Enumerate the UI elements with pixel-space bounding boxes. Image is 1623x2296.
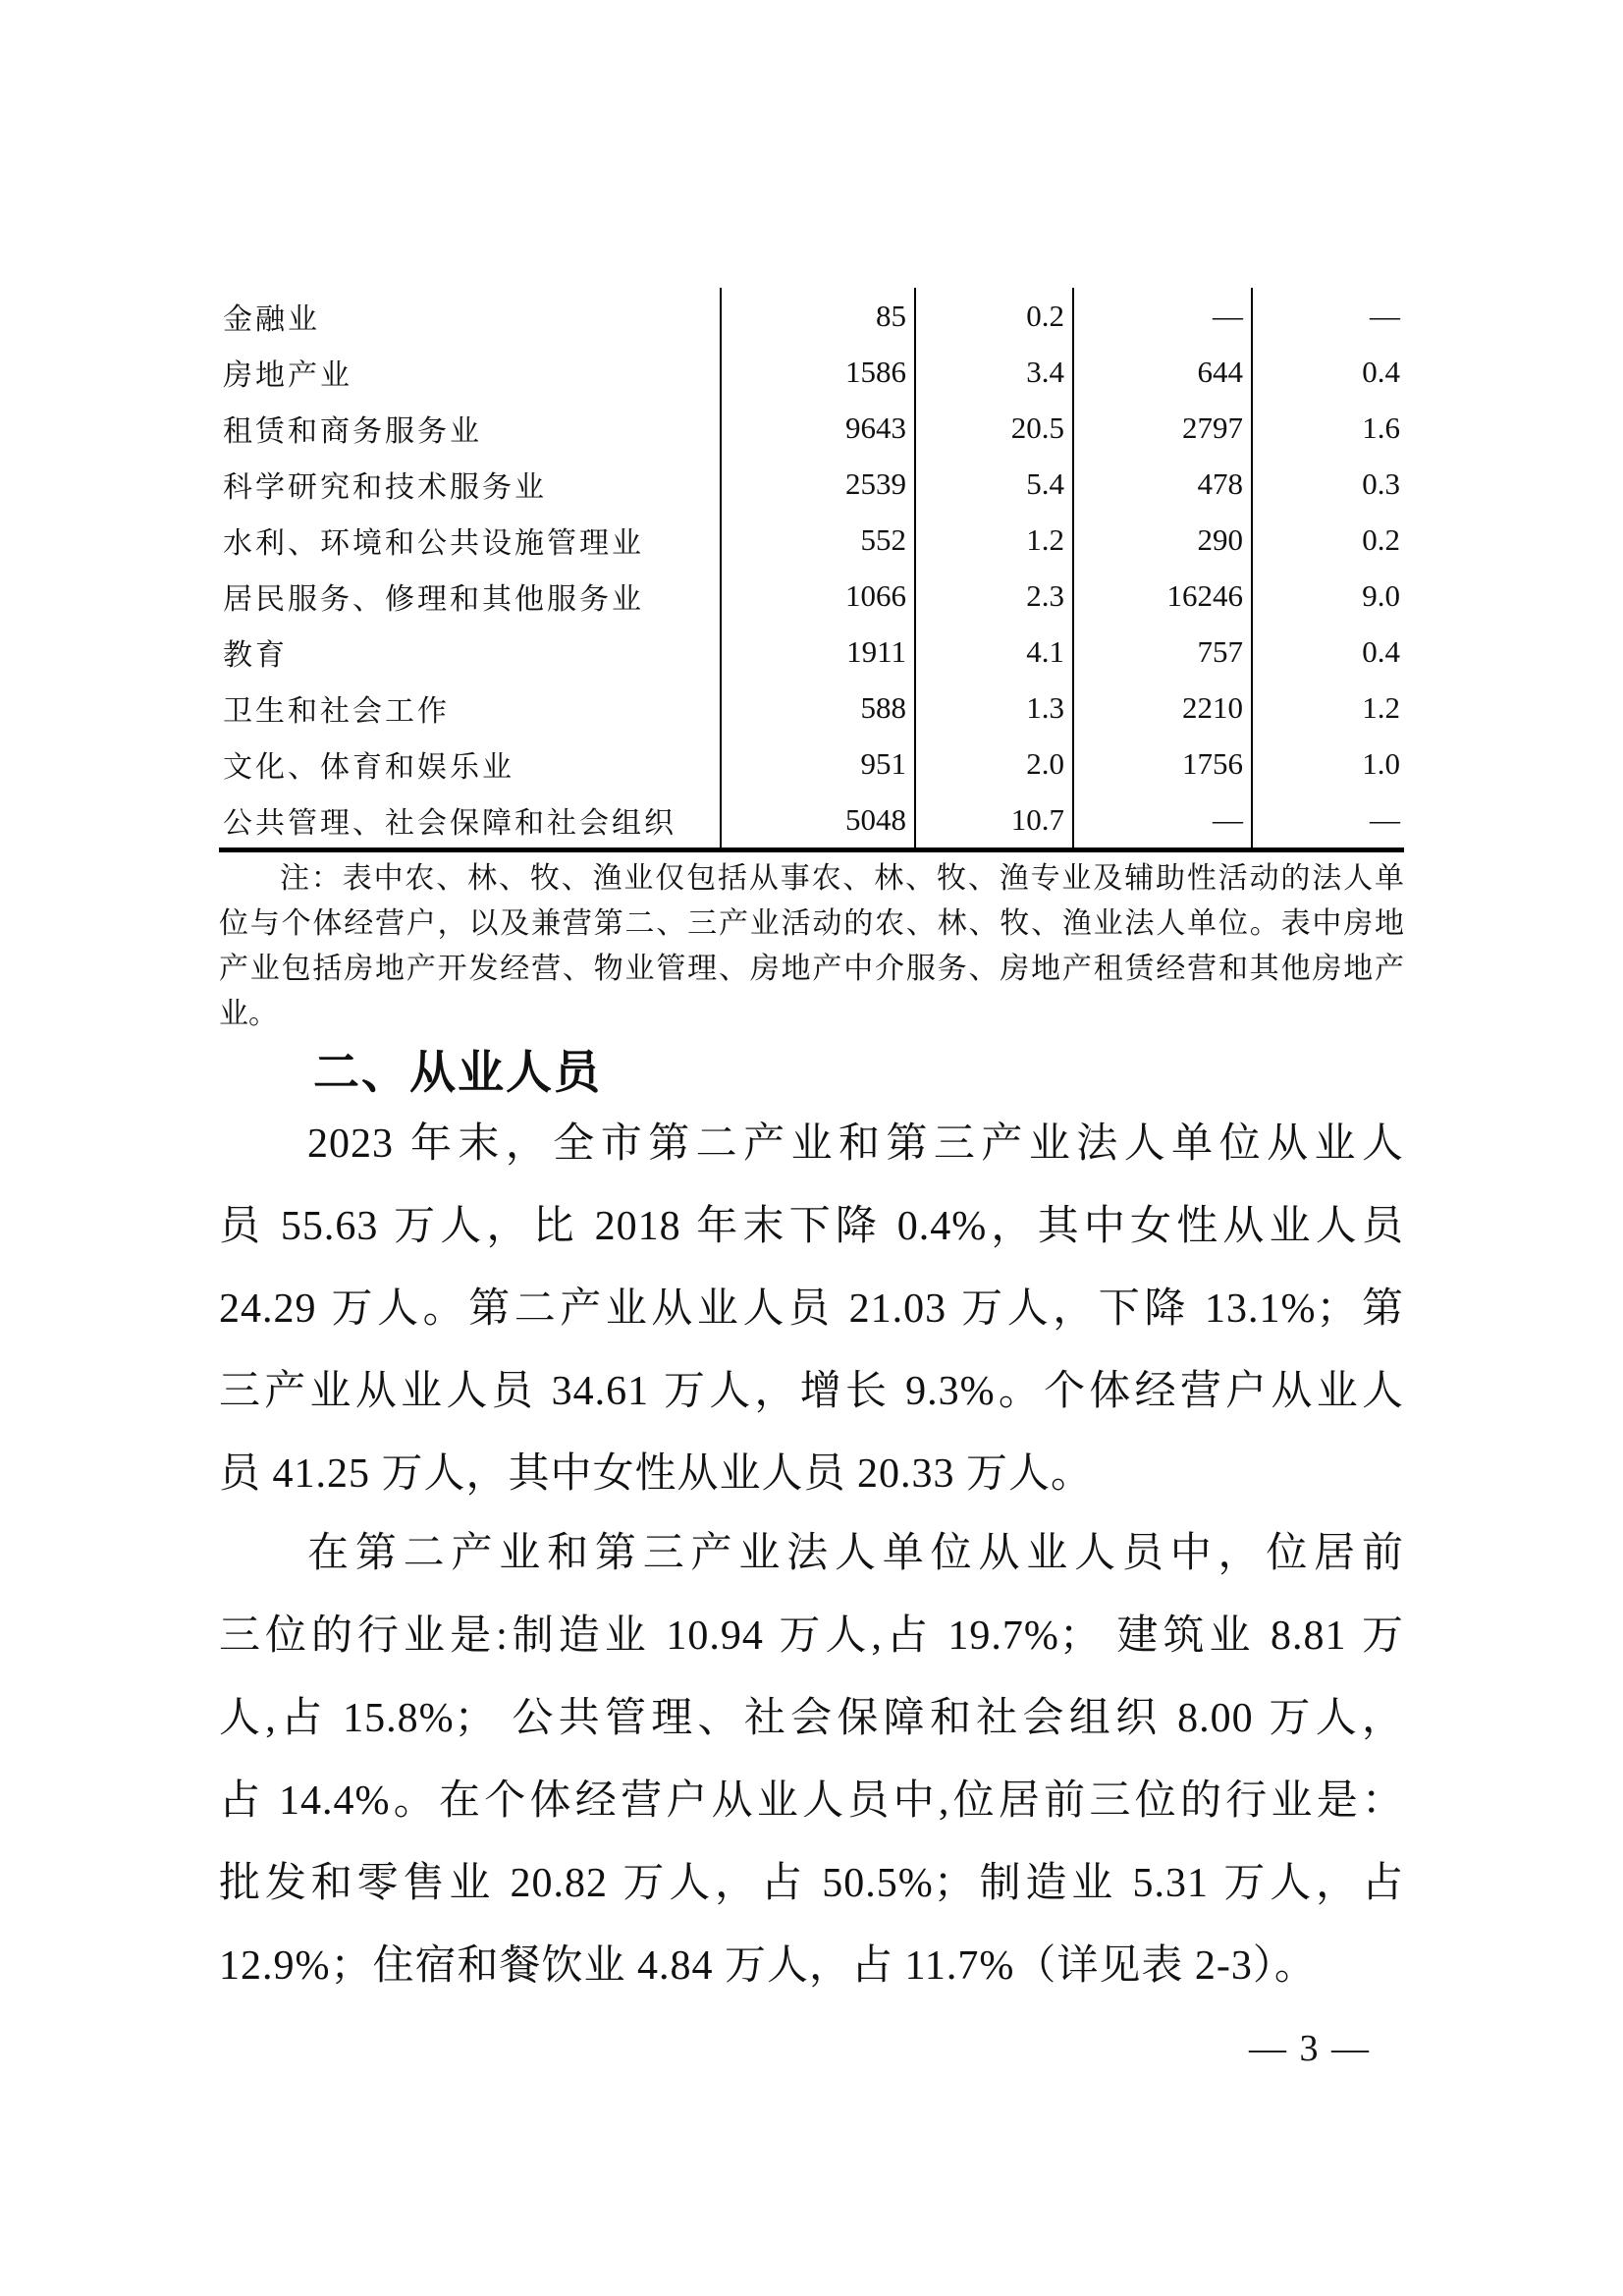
paragraph-line: 占 14.4%。在个体经营户从业人员中,位居前三位的行业是：: [219, 1778, 1404, 1824]
paragraph-line: 在第二产业和第三产业法人单位从业人员中，位居前: [307, 1531, 1404, 1576]
cell-value: —: [1072, 288, 1251, 344]
cell-value: 0.4: [1251, 624, 1404, 680]
row-label: 水利、环境和公共设施管理业: [223, 526, 644, 560]
table-row: [219, 680, 1404, 736]
note-line: 注：表中农、林、牧、渔业仅包括从事农、林、牧、渔专业及辅助性活动的法人单: [280, 862, 1404, 895]
row-label: 卫生和社会工作: [223, 694, 450, 728]
cell-value: 951: [720, 736, 914, 792]
cell-value: 5.4: [914, 456, 1072, 512]
table-row: [219, 624, 1404, 680]
paragraph-line: 三产业从业人员 34.61 万人，增长 9.3%。个体经营户从业人: [219, 1369, 1404, 1414]
cell-value: 1.6: [1251, 400, 1404, 456]
cell-value: 644: [1072, 344, 1251, 400]
cell-value: 9.0: [1251, 568, 1404, 624]
section-heading: 二、从业人员: [313, 1046, 602, 1098]
row-label: 教育: [223, 638, 288, 672]
table-row: [219, 288, 1404, 344]
cell-value: 0.3: [1251, 456, 1404, 512]
cell-value: 1.3: [914, 680, 1072, 736]
cell-value: 1.2: [914, 512, 1072, 568]
body-paragraph: [219, 1512, 1404, 2007]
table-row: [219, 456, 1404, 512]
cell-value: 5048: [720, 792, 914, 847]
note-line: 产业包括房地产开发经营、物业管理、房地产中介服务、房地产租赁经营和其他房地产: [219, 953, 1404, 985]
row-label: 公共管理、社会保障和社会组织: [223, 806, 676, 840]
cell-value: 0.4: [1251, 344, 1404, 400]
paragraph-line: 批发和零售业 20.82 万人，占 50.5%；制造业 5.31 万人，占: [219, 1861, 1404, 1906]
cell-value: 16246: [1072, 568, 1251, 624]
note-line: 业。: [219, 998, 278, 1030]
row-label: 租赁和商务服务业: [223, 414, 482, 448]
paragraph-line: 12.9%；住宿和餐饮业 4.84 万人，占 11.7%（详见表 2-3）。: [219, 1943, 1317, 1989]
paragraph-line: 员 55.63 万人，比 2018 年末下降 0.4%，其中女性从业人员: [219, 1204, 1404, 1249]
paragraph-line: 三位的行业是:制造业 10.94 万人,占 19.7%； 建筑业 8.81 万: [219, 1613, 1404, 1659]
cell-value: 2.0: [914, 736, 1072, 792]
cell-value: 1.0: [1251, 736, 1404, 792]
cell-value: 1586: [720, 344, 914, 400]
cell-value: 2.3: [914, 568, 1072, 624]
cell-value: —: [1072, 792, 1251, 847]
cell-value: 2539: [720, 456, 914, 512]
row-label: 房地产业: [223, 358, 352, 392]
industry-table: [219, 288, 1404, 852]
table-note: [219, 856, 1404, 1037]
cell-value: 3.4: [914, 344, 1072, 400]
note-line: 位与个体经营户，以及兼营第二、三产业活动的农、林、牧、渔业法人单位。表中房地: [219, 907, 1404, 940]
cell-value: 4.1: [914, 624, 1072, 680]
paragraph-line: 2023 年末，全市第二产业和第三产业法人单位从业人: [307, 1121, 1404, 1167]
cell-value: 1066: [720, 568, 914, 624]
cell-value: 20.5: [914, 400, 1072, 456]
row-label: 科学研究和技术服务业: [223, 470, 547, 504]
table-row: [219, 400, 1404, 456]
cell-value: 10.7: [914, 792, 1072, 847]
cell-value: 9643: [720, 400, 914, 456]
paragraph-line: 24.29 万人。第二产业从业人员 21.03 万人，下降 13.1%；第: [219, 1286, 1404, 1332]
cell-value: 2210: [1072, 680, 1251, 736]
row-label: 居民服务、修理和其他服务业: [223, 582, 644, 616]
cell-value: 290: [1072, 512, 1251, 568]
paragraph-line: 员 41.25 万人，其中女性从业人员 20.33 万人。: [219, 1451, 1094, 1497]
cell-value: —: [1251, 792, 1404, 847]
cell-value: 478: [1072, 456, 1251, 512]
table-row: [219, 736, 1404, 792]
row-label: 金融业: [223, 302, 320, 336]
cell-value: 588: [720, 680, 914, 736]
cell-value: —: [1251, 288, 1404, 344]
cell-value: 85: [720, 288, 914, 344]
cell-value: 757: [1072, 624, 1251, 680]
cell-value: 0.2: [914, 288, 1072, 344]
cell-value: 1911: [720, 624, 914, 680]
paragraph-line: 人,占 15.8%； 公共管理、社会保障和社会组织 8.00 万人，: [219, 1696, 1404, 1741]
cell-value: 0.2: [1251, 512, 1404, 568]
page-number: — 3 —: [1249, 2028, 1371, 2069]
table-row: [219, 344, 1404, 400]
row-label: 文化、体育和娱乐业: [223, 750, 514, 784]
cell-value: 552: [720, 512, 914, 568]
body-paragraph: [219, 1103, 1404, 1515]
table-row: [219, 792, 1404, 847]
cell-value: 1756: [1072, 736, 1251, 792]
cell-value: 2797: [1072, 400, 1251, 456]
cell-value: 1.2: [1251, 680, 1404, 736]
table-row: [219, 568, 1404, 624]
table-row: [219, 512, 1404, 568]
